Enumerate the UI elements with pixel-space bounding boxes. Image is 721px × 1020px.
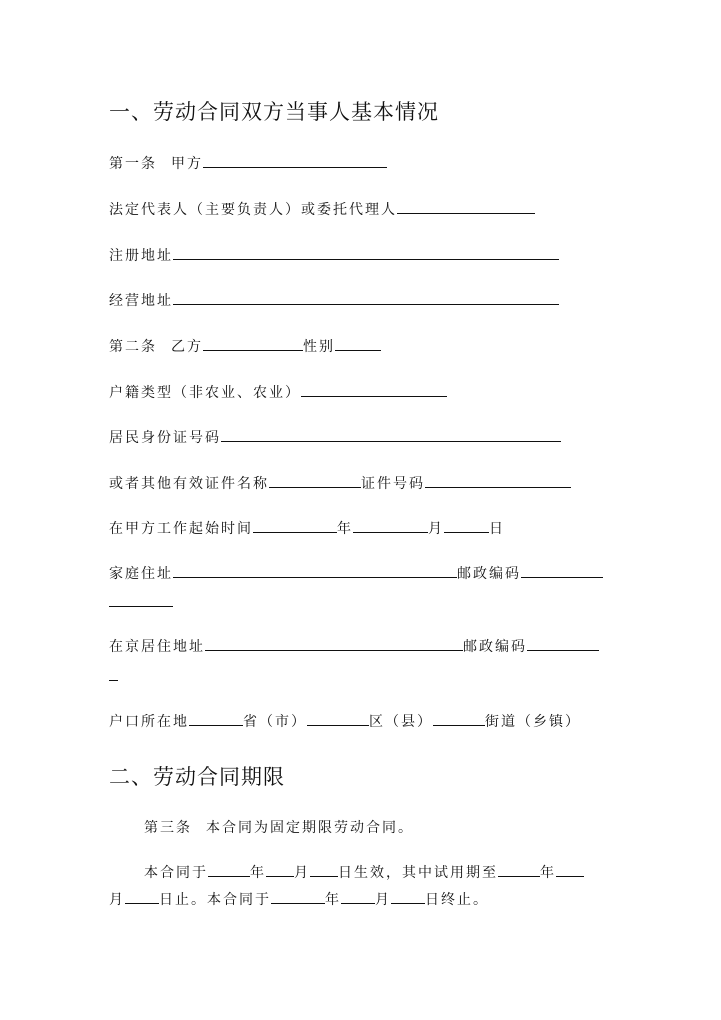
bj-postcode-field[interactable] <box>527 636 599 651</box>
doc-number-label: 证件号码 <box>361 476 425 492</box>
province-field[interactable] <box>189 711 243 726</box>
gender-field[interactable] <box>335 336 381 351</box>
start-work-label: 在甲方工作起始时间 <box>109 521 253 537</box>
end-year-field[interactable] <box>271 889 325 904</box>
line-article3 <box>144 818 414 838</box>
biz-addr-field[interactable] <box>173 290 559 305</box>
probation-year-field[interactable] <box>498 862 540 877</box>
reg-addr-field[interactable] <box>173 245 559 260</box>
line-party-b <box>109 336 381 357</box>
line-hukou-type <box>109 382 447 403</box>
hukou-loc-label: 户口所在地 <box>109 714 189 730</box>
line-bj-addr <box>109 636 599 657</box>
probation-month-label: 月 <box>109 892 125 908</box>
line-hukou-loc <box>109 711 581 732</box>
start-day-label: 日 <box>489 521 505 537</box>
line-biz-addr <box>109 290 559 311</box>
party-b-field[interactable] <box>203 336 303 351</box>
start-day-field[interactable] <box>444 518 489 533</box>
line-party-a <box>109 153 387 174</box>
start-year-field[interactable] <box>253 518 337 533</box>
probation-day-field[interactable] <box>125 889 159 904</box>
reg-addr-label: 注册地址 <box>109 248 173 264</box>
effective-year-field[interactable] <box>208 862 250 877</box>
article1-label: 第一条 <box>109 156 157 172</box>
line-term-1 <box>144 862 584 883</box>
line-start-work <box>109 518 505 539</box>
hukou-type-label: 户籍类型（非农业、农业） <box>109 385 301 401</box>
effective-month-field[interactable] <box>266 862 294 877</box>
other-doc-field[interactable] <box>269 473 361 488</box>
effective-month-label: 月 <box>294 865 310 881</box>
other-doc-label: 或者其他有效证件名称 <box>109 476 269 492</box>
line-id-number <box>109 427 561 448</box>
home-postcode-field[interactable] <box>521 563 603 578</box>
id-number-label: 居民身份证号码 <box>109 430 221 446</box>
line-other-doc <box>109 473 571 494</box>
section1-title: 一、劳动合同双方当事人基本情况 <box>109 100 439 124</box>
biz-addr-label: 经营地址 <box>109 293 173 309</box>
end-year-label: 年 <box>325 892 341 908</box>
end-day-field[interactable] <box>391 889 425 904</box>
probation-day-label: 日 <box>159 892 175 908</box>
effective-day-label: 日 <box>338 865 354 881</box>
district-label: 区（县） <box>369 714 433 730</box>
home-postcode-label: 邮政编码 <box>457 566 521 582</box>
probation-text: 生效，其中试用期至 <box>354 865 498 881</box>
start-year-label: 年 <box>337 521 353 537</box>
bj-postcode-field-cont[interactable] <box>109 666 118 681</box>
line-legal-rep <box>109 199 535 220</box>
bj-postcode-label: 邮政编码 <box>463 639 527 655</box>
line-reg-addr <box>109 245 559 266</box>
street-field[interactable] <box>433 711 485 726</box>
street-label: 街道（乡镇） <box>485 714 581 730</box>
article2-label: 第二条 <box>109 339 157 355</box>
effective-year-label: 年 <box>250 865 266 881</box>
effective-day-field[interactable] <box>310 862 338 877</box>
home-postcode-field-cont[interactable] <box>109 592 173 607</box>
legal-rep-field[interactable] <box>397 199 535 214</box>
end-day-label: 日 <box>425 892 441 908</box>
start-month-field[interactable] <box>353 518 428 533</box>
province-label: 省（市） <box>243 714 307 730</box>
end-month-label: 月 <box>375 892 391 908</box>
article3-label: 第三条 <box>144 820 192 836</box>
party-a-field[interactable] <box>203 153 387 168</box>
end-text: 止。本合同于 <box>175 892 271 908</box>
party-b-label: 乙方 <box>171 339 203 355</box>
line-term-2 <box>109 889 489 910</box>
gender-label: 性别 <box>303 339 335 355</box>
line-home-addr <box>109 563 603 584</box>
bj-addr-label: 在京居住地址 <box>109 639 205 655</box>
termination-text: 终止。 <box>441 892 489 908</box>
probation-year-label: 年 <box>540 865 556 881</box>
start-month-label: 月 <box>428 521 444 537</box>
home-addr-label: 家庭住址 <box>109 566 173 582</box>
id-number-field[interactable] <box>221 427 561 442</box>
legal-rep-label: 法定代表人（主要负责人）或委托代理人 <box>109 202 397 218</box>
district-field[interactable] <box>307 711 369 726</box>
hukou-type-field[interactable] <box>301 382 447 397</box>
end-month-field[interactable] <box>341 889 375 904</box>
article3-text: 本合同为固定期限劳动合同。 <box>206 820 414 836</box>
probation-month-field[interactable] <box>556 862 584 877</box>
party-a-label: 甲方 <box>171 156 203 172</box>
section2-title: 二、劳动合同期限 <box>109 765 285 789</box>
term-intro: 本合同于 <box>144 865 208 881</box>
doc-number-field[interactable] <box>425 473 571 488</box>
home-addr-field[interactable] <box>173 563 457 578</box>
bj-addr-field[interactable] <box>205 636 463 651</box>
